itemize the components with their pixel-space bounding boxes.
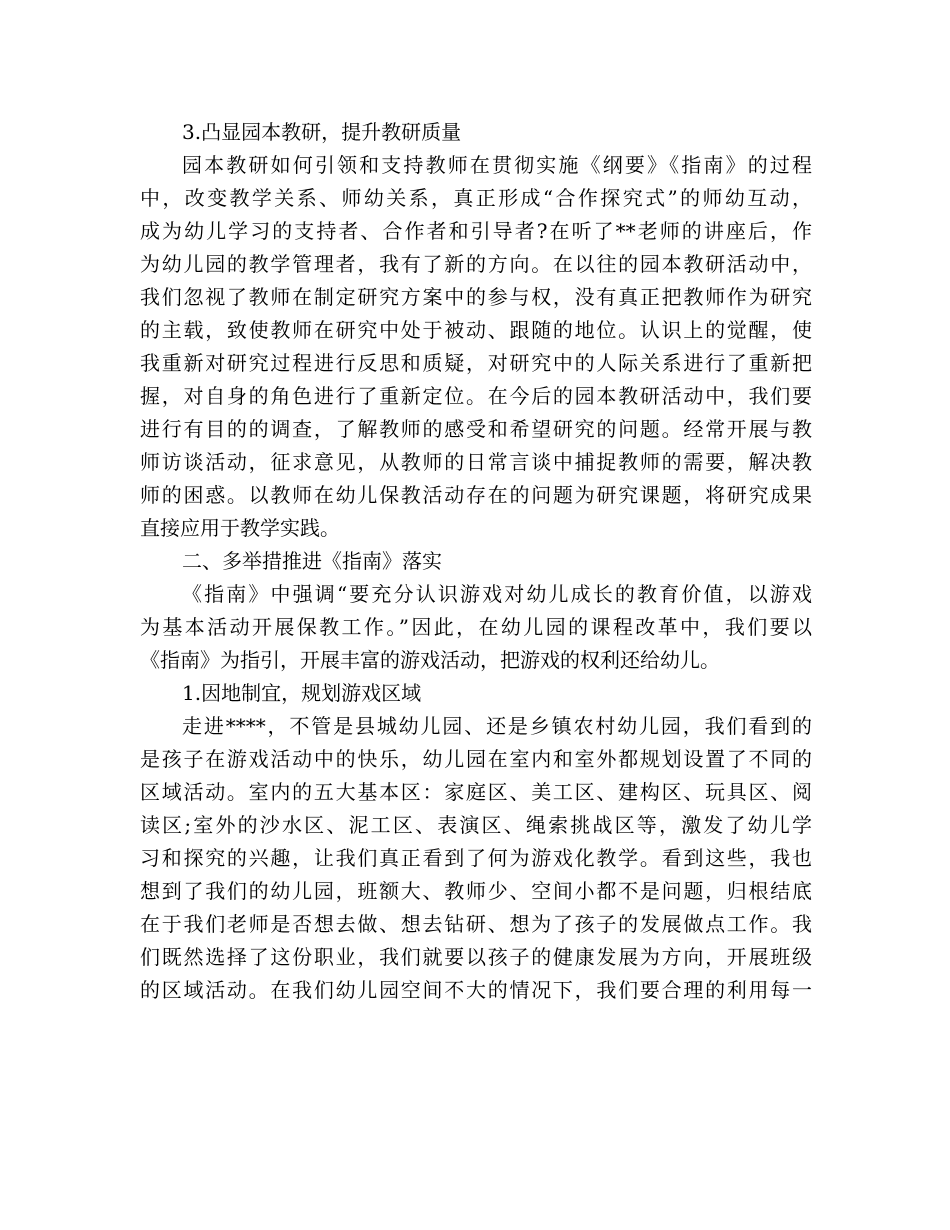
text-line: 园本教研如何引领和支持教师在贯彻实施《纲要》《指南》的过程 xyxy=(182,153,812,177)
text-line: 的主载，致使教师在研究中处于被动、跟随的地位。认识上的觉醒，使 xyxy=(140,318,812,342)
text-line: 我们忽视了教师在制定研究方案中的参与权，没有真正把教师作为研究 xyxy=(140,285,812,309)
text-line: 进行有目的的调查，了解教师的感受和希望研究的问题。经常开展与教 xyxy=(140,417,812,441)
text-line: 3.凸显园本教研，提升教研质量 xyxy=(182,120,462,144)
text-line: 是孩子在游戏活动中的快乐，幼儿园在室内和室外都规划设置了不同的 xyxy=(140,747,812,771)
text-line: 的区域活动。在我们幼儿园空间不大的情况下，我们要合理的利用每一 xyxy=(140,978,812,1002)
text-line: 读区;室外的沙水区、泥工区、表演区、绳索挑战区等，激发了幼儿学 xyxy=(140,813,812,837)
text-line: 握，对自身的角色进行了重新定位。在今后的园本教研活动中，我们要 xyxy=(140,384,812,408)
text-line: 二、多举措推进《指南》落实 xyxy=(182,549,442,573)
text-line: 师的困惑。以教师在幼儿保教活动存在的问题为研究课题，将研究成果 xyxy=(140,483,812,507)
text-line: 师访谈活动，征求意见，从教师的日常言谈中捕捉教师的需要，解决教 xyxy=(140,450,812,474)
text-line: 们既然选择了这份职业，我们就要以孩子的健康发展为方向，开展班级 xyxy=(140,945,812,969)
text-line: 在于我们老师是否想去做、想去钻研、想为了孩子的发展做点工作。我 xyxy=(140,912,812,936)
text-line: 区域活动。室内的五大基本区：家庭区、美工区、建构区、玩具区、阅 xyxy=(140,780,812,804)
text-line: 为基本活动开展保教工作。”因此，在幼儿园的课程改革中，我们要以 xyxy=(140,615,812,639)
text-line: 走进****，不管是县城幼儿园、还是乡镇农村幼儿园，我们看到的 xyxy=(182,714,812,738)
text-line: 直接应用于教学实践。 xyxy=(140,516,340,540)
text-line: 1.因地制宜，规划游戏区域 xyxy=(182,681,422,705)
document-page xyxy=(140,116,812,1007)
text-line: 习和探究的兴趣，让我们真正看到了何为游戏化教学。看到这些，我也 xyxy=(140,846,812,870)
text-line: 《指南》中强调“要充分认识游戏对幼儿成长的教育价值，以游戏 xyxy=(182,582,812,606)
text-line: 中，改变教学关系、师幼关系，真正形成“合作探究式”的师幼互动， xyxy=(140,186,812,210)
text-line: 我重新对研究过程进行反思和质疑，对研究中的人际关系进行了重新把 xyxy=(140,351,812,375)
text-line: 想到了我们的幼儿园，班额大、教师少、空间小都不是问题，归根结底 xyxy=(140,879,812,903)
text-line: 成为幼儿学习的支持者、合作者和引导者?在听了**老师的讲座后，作 xyxy=(140,219,812,243)
text-line: 《指南》为指引，开展丰富的游戏活动，把游戏的权利还给幼儿。 xyxy=(140,648,720,672)
text-line: 为幼儿园的教学管理者，我有了新的方向。在以往的园本教研活动中， xyxy=(140,252,812,276)
